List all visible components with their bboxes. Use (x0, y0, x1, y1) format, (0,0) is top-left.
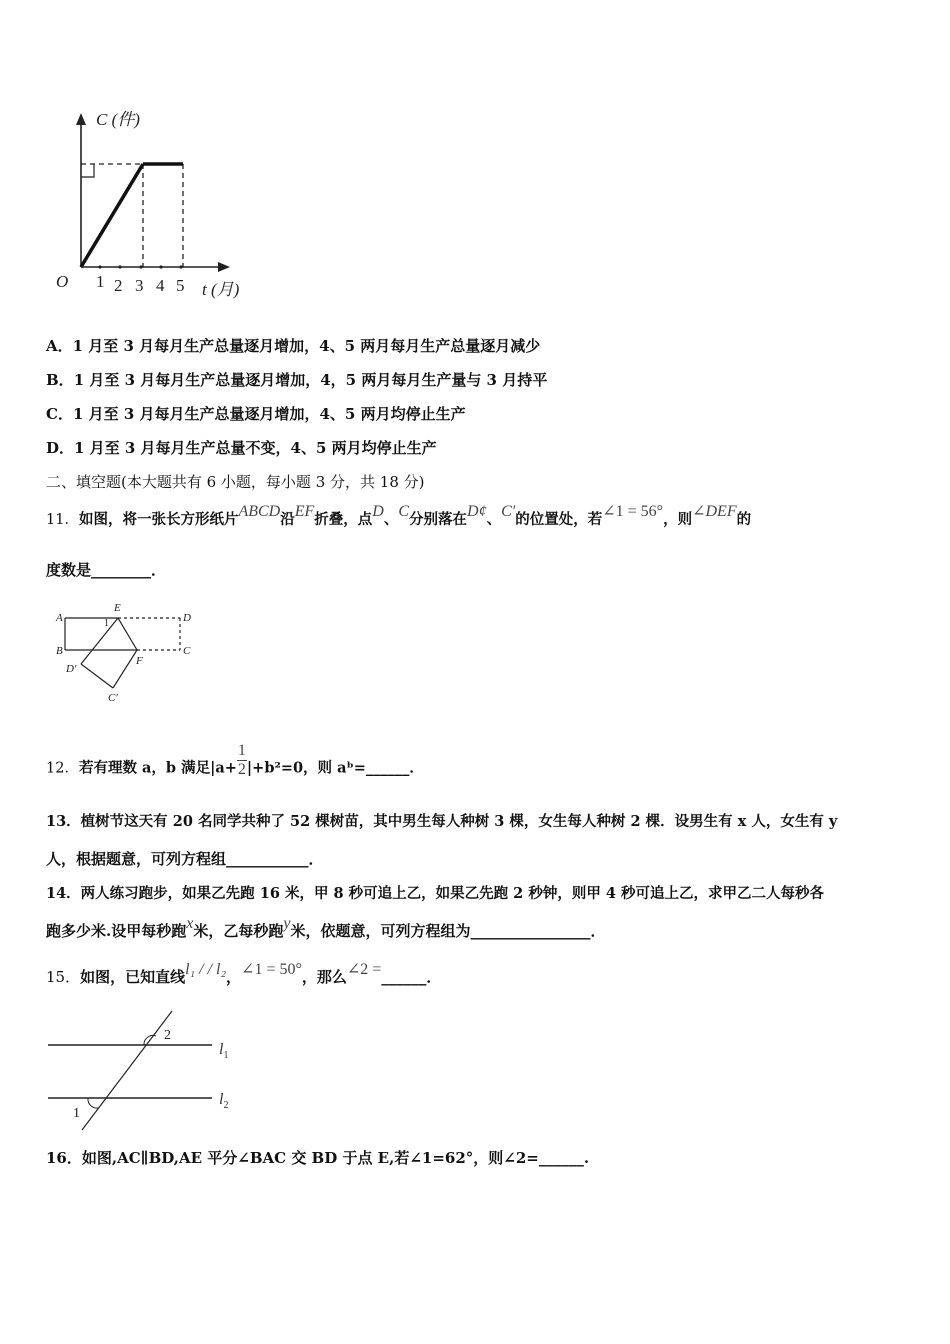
svg-text:l2: $l_2$ (219, 1091, 229, 1111)
svg-text:D: D (183, 612, 191, 624)
option-d: D．1 月至 3 月每月生产总量不变，4、5 两月均停止生产 (46, 439, 437, 457)
svg-text:F: F (136, 655, 143, 667)
x-tick-1: 1 (96, 272, 105, 291)
x-tick-5: 5 (176, 276, 185, 295)
option-a: A．1 月至 3 月每月生产总量逐月增加，4、5 两月每月生产总量逐月减少 (46, 337, 541, 355)
svg-text:1: 1 (104, 618, 109, 629)
x-axis-label: t (月) (202, 280, 240, 299)
origin-label: O (56, 272, 69, 291)
x-tick-3: 3 (135, 276, 144, 295)
question-13-line2: 人，根据题意，可列方程组___________． (46, 850, 324, 868)
fold-figure (52, 598, 202, 706)
question-13-line1: 13．植树节这天有 20 名同学共种了 52 棵树苗，其中男生每人种树 3 棵，女生每人种树 2 棵．设男生有 x 人，女生有 y (46, 813, 838, 830)
y-axis-label: C (件) (96, 110, 140, 129)
svg-text:1: 1 (73, 1106, 80, 1121)
svg-text:A: A (56, 612, 63, 624)
right-angle-mark (81, 164, 94, 177)
question-12: 12．若有理数 a，b 满足|a+ $\frac{1}{2}$ |+b²=0，则 aᵇ=______． (46, 742, 424, 778)
fraction-one-half: $\frac{1}{2}$ (237, 742, 246, 778)
question-16: 16．如图,AC∥BD,AE 平分∠BAC 交 BD 于点 E,若∠1=62°，则∠2=______. (46, 1149, 590, 1167)
svg-text:2: 2 (164, 1028, 171, 1043)
x-axis-arrow (218, 262, 230, 272)
svg-text:B: B (56, 645, 63, 657)
svg-text:C: C (183, 645, 191, 657)
question-14-line2: 跑多少米.设甲每秒跑x米，乙每秒跑y米，依题意，可列方程组为________________． (46, 915, 606, 940)
option-c: C．1 月至 3 月每月生产总量逐月增加，4、5 两月均停止生产 (46, 405, 466, 423)
y-axis-arrow (76, 113, 86, 125)
production-graph (50, 105, 260, 305)
question-14-line1: 14．两人练习跑步，如果乙先跑 16 米，甲 8 秒可追上乙，如果乙先跑 2 秒钟，则甲 4 秒可追上乙，求甲乙二人每秒各 (46, 885, 825, 902)
transversal (82, 1011, 172, 1130)
svg-text:E: E (114, 602, 121, 614)
svg-text:D′: D′ (66, 663, 77, 675)
x-tick-4: 4 (156, 276, 165, 295)
question-11: 11．如图，将一张长方形纸片ABCD沿EF折叠，点D、C分别落在D¢、C′的位置处，若∠1 = 56°，则∠DEF的 (46, 503, 752, 528)
option-b: B．1 月至 3 月每月生产总量逐月增加，4，5 两月每月生产量与 3 月持平 (46, 371, 548, 389)
section-heading: 二、填空题(本大题共有 6 小题，每小题 3 分，共 18 分) (46, 473, 425, 491)
rising-segment (81, 164, 143, 267)
parallel-lines-figure (40, 1008, 250, 1133)
svg-text:C′: C′ (108, 692, 118, 704)
question-15: 15．如图，已知直线l₁ / / l₂，∠1 = 50°，那么∠2 =______． (46, 961, 442, 986)
x-tick-2: 2 (114, 276, 123, 295)
question-11-line2: 度数是________． (46, 561, 167, 579)
svg-text:l1: $l_1$ (219, 1041, 229, 1061)
